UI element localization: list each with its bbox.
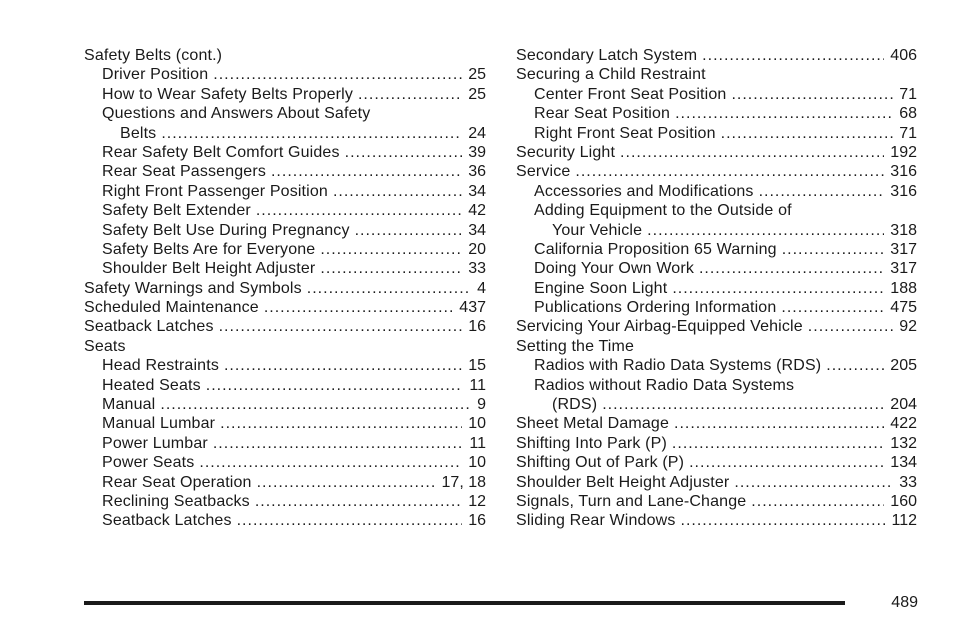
entry-label: Service bbox=[516, 163, 571, 181]
index-entry bbox=[516, 395, 917, 414]
index-column-left bbox=[84, 46, 486, 531]
entry-label: Servicing Your Airbag-Equipped Vehicle bbox=[516, 318, 803, 336]
index-entry bbox=[516, 298, 917, 317]
index-entry bbox=[516, 221, 917, 240]
entry-label: Manual bbox=[102, 396, 156, 414]
index-entry bbox=[84, 182, 486, 201]
entry-page-number: 36 bbox=[468, 163, 486, 181]
entry-page-number: 10 bbox=[468, 454, 486, 472]
entry-page-number: 12 bbox=[468, 492, 486, 510]
index-entry bbox=[516, 182, 917, 201]
entry-label: Questions and Answers About Safety bbox=[102, 105, 371, 123]
entry-page-number: 134 bbox=[890, 454, 917, 472]
leader-dots bbox=[333, 182, 462, 201]
leader-dots bbox=[237, 511, 463, 530]
index-entry bbox=[84, 473, 486, 492]
entry-label: Adding Equipment to the Outside of bbox=[534, 202, 792, 220]
entry-label: Rear Safety Belt Comfort Guides bbox=[102, 143, 340, 161]
leader-dots bbox=[782, 240, 885, 259]
leader-dots bbox=[702, 46, 884, 65]
index-entry bbox=[516, 414, 917, 433]
leader-dots bbox=[826, 356, 884, 375]
index-entry bbox=[516, 453, 917, 472]
entry-label: Power Seats bbox=[102, 454, 195, 472]
leader-dots bbox=[199, 453, 462, 472]
entry-label: Safety Warnings and Symbols bbox=[84, 279, 302, 297]
entry-label: Doing Your Own Work bbox=[534, 260, 694, 278]
entry-page-number: 33 bbox=[468, 260, 486, 278]
leader-dots bbox=[320, 259, 462, 278]
entry-label: Belts bbox=[120, 124, 157, 142]
entry-label: Safety Belt Extender bbox=[102, 202, 251, 220]
entry-label: Safety Belt Use During Pregnancy bbox=[102, 221, 350, 239]
index-entry bbox=[516, 240, 917, 259]
index-entry bbox=[516, 201, 917, 220]
leader-dots bbox=[345, 143, 463, 162]
entry-page-number: 422 bbox=[890, 415, 917, 433]
entry-page-number: 92 bbox=[899, 318, 917, 336]
entry-label: Security Light bbox=[516, 143, 616, 161]
index-entry bbox=[516, 162, 917, 181]
entry-page-number: 11 bbox=[469, 434, 486, 452]
entry-label: Safety Belts Are for Everyone bbox=[102, 240, 316, 258]
entry-page-number: 205 bbox=[890, 357, 917, 375]
leader-dots bbox=[602, 395, 884, 414]
entry-page-number: 188 bbox=[890, 279, 917, 297]
entry-page-number: 10 bbox=[468, 415, 486, 433]
entry-page-number: 42 bbox=[468, 202, 486, 220]
entry-label: Shifting Out of Park (P) bbox=[516, 454, 685, 472]
entry-label: Publications Ordering Information bbox=[534, 299, 777, 317]
entry-label: Right Front Passenger Position bbox=[102, 182, 328, 200]
entry-label: Sliding Rear Windows bbox=[516, 512, 676, 530]
index-entry bbox=[84, 395, 486, 414]
leader-dots bbox=[307, 279, 471, 298]
index-column-right bbox=[516, 46, 917, 531]
entry-page-number: 437 bbox=[459, 299, 486, 317]
leader-dots bbox=[808, 317, 893, 336]
entry-page-number: 33 bbox=[899, 473, 917, 491]
entry-label: Manual Lumbar bbox=[102, 415, 216, 433]
entry-label: Shifting Into Park (P) bbox=[516, 434, 667, 452]
entry-label: Rear Seat Position bbox=[534, 105, 671, 123]
leader-dots bbox=[620, 143, 884, 162]
entry-page-number: 317 bbox=[890, 260, 917, 278]
index-entry bbox=[516, 376, 917, 395]
entry-label: Sheet Metal Damage bbox=[516, 415, 670, 433]
entry-label: Rear Seat Operation bbox=[102, 473, 252, 491]
leader-dots bbox=[689, 453, 884, 472]
leader-dots bbox=[734, 473, 893, 492]
index-entry bbox=[516, 317, 917, 336]
entry-label: Scheduled Maintenance bbox=[84, 299, 259, 317]
index-entry bbox=[84, 298, 486, 317]
index-entry bbox=[84, 162, 486, 181]
entry-page-number: 34 bbox=[468, 182, 486, 200]
leader-dots bbox=[219, 317, 463, 336]
index-entry bbox=[84, 376, 486, 395]
leader-dots bbox=[220, 414, 462, 433]
index-entry bbox=[84, 356, 486, 375]
leader-dots bbox=[751, 492, 884, 511]
leader-dots bbox=[675, 104, 893, 123]
index-entry bbox=[84, 259, 486, 278]
leader-dots bbox=[320, 240, 462, 259]
page-number: 489 bbox=[891, 594, 918, 611]
index-entry bbox=[516, 104, 917, 123]
entry-label: Shoulder Belt Height Adjuster bbox=[516, 473, 730, 491]
leader-dots bbox=[681, 511, 886, 530]
entry-page-number: 475 bbox=[890, 299, 917, 317]
entry-label: Center Front Seat Position bbox=[534, 85, 727, 103]
entry-label: Seatback Latches bbox=[102, 512, 232, 530]
entry-page-number: 204 bbox=[890, 396, 917, 414]
entry-page-number: 17, 18 bbox=[441, 473, 486, 491]
entry-page-number: 25 bbox=[468, 66, 486, 84]
entry-label: Heated Seats bbox=[102, 376, 201, 394]
entry-label: Driver Position bbox=[102, 66, 209, 84]
leader-dots bbox=[161, 124, 462, 143]
index-entry bbox=[84, 337, 486, 356]
leader-dots bbox=[672, 434, 884, 453]
leader-dots bbox=[575, 162, 884, 181]
index-entry bbox=[84, 201, 486, 220]
entry-label: Right Front Seat Position bbox=[534, 124, 716, 142]
entry-page-number: 316 bbox=[890, 163, 917, 181]
entry-page-number: 317 bbox=[890, 240, 917, 258]
leader-dots bbox=[355, 221, 463, 240]
leader-dots bbox=[271, 162, 462, 181]
entry-label: Shoulder Belt Height Adjuster bbox=[102, 260, 316, 278]
entry-label: Secondary Latch System bbox=[516, 47, 698, 64]
entry-page-number: 4 bbox=[477, 279, 486, 297]
entry-label: Engine Soon Light bbox=[534, 279, 668, 297]
index-entry bbox=[516, 46, 917, 65]
entry-label: How to Wear Safety Belts Properly bbox=[102, 85, 353, 103]
index-entry bbox=[516, 492, 917, 511]
leader-dots bbox=[672, 279, 884, 298]
index-entry bbox=[516, 356, 917, 375]
index-entry bbox=[84, 511, 486, 530]
entry-page-number: 9 bbox=[477, 396, 486, 414]
leader-dots bbox=[647, 221, 884, 240]
entry-label: Safety Belts (cont.) bbox=[84, 47, 223, 64]
leader-dots bbox=[224, 356, 462, 375]
index-entry bbox=[516, 124, 917, 143]
index-entry bbox=[84, 221, 486, 240]
leader-dots bbox=[213, 434, 464, 453]
entry-label: Radios with Radio Data Systems (RDS) bbox=[534, 357, 822, 375]
entry-page-number: 318 bbox=[890, 221, 917, 239]
entry-page-number: 132 bbox=[890, 434, 917, 452]
footer-rule bbox=[84, 601, 845, 605]
leader-dots bbox=[358, 85, 462, 104]
entry-page-number: 24 bbox=[468, 124, 486, 142]
entry-page-number: 406 bbox=[890, 47, 917, 64]
entry-page-number: 316 bbox=[890, 182, 917, 200]
leader-dots bbox=[206, 376, 464, 395]
index-entry bbox=[516, 511, 917, 530]
entry-label: Your Vehicle bbox=[552, 221, 643, 239]
entry-page-number: 34 bbox=[468, 221, 486, 239]
leader-dots bbox=[256, 201, 462, 220]
leader-dots bbox=[721, 124, 894, 143]
leader-dots bbox=[781, 298, 884, 317]
entry-label: California Proposition 65 Warning bbox=[534, 240, 777, 258]
entry-label: Signals, Turn and Lane-Change bbox=[516, 492, 747, 510]
leader-dots bbox=[264, 298, 453, 317]
index-entry bbox=[84, 46, 486, 65]
entry-label: Power Lumbar bbox=[102, 434, 208, 452]
entry-page-number: 71 bbox=[899, 124, 917, 142]
entry-label: Accessories and Modifications bbox=[534, 182, 754, 200]
index-entry bbox=[84, 85, 486, 104]
index-entry bbox=[84, 104, 486, 123]
entry-page-number: 16 bbox=[468, 318, 486, 336]
index-entry bbox=[84, 453, 486, 472]
index-entry bbox=[84, 434, 486, 453]
leader-dots bbox=[674, 414, 884, 433]
leader-dots bbox=[731, 85, 893, 104]
index-entry bbox=[84, 65, 486, 84]
index-entry bbox=[516, 473, 917, 492]
entry-label: Setting the Time bbox=[516, 337, 635, 355]
index-entry bbox=[516, 85, 917, 104]
index-entry bbox=[84, 317, 486, 336]
entry-page-number: 15 bbox=[468, 357, 486, 375]
entry-page-number: 11 bbox=[469, 376, 486, 394]
index-entry bbox=[84, 143, 486, 162]
entry-page-number: 160 bbox=[890, 492, 917, 510]
entry-label: Securing a Child Restraint bbox=[516, 66, 706, 84]
entry-label: Seatback Latches bbox=[84, 318, 214, 336]
entry-label: Head Restraints bbox=[102, 357, 219, 375]
index-entry bbox=[516, 279, 917, 298]
index-entry bbox=[84, 279, 486, 298]
entry-label: Reclining Seatbacks bbox=[102, 492, 250, 510]
entry-page-number: 68 bbox=[899, 105, 917, 123]
entry-page-number: 112 bbox=[891, 512, 917, 530]
entry-page-number: 192 bbox=[890, 143, 917, 161]
leader-dots bbox=[255, 492, 462, 511]
index-entry bbox=[84, 414, 486, 433]
index-entry bbox=[84, 240, 486, 259]
index-entry bbox=[516, 337, 917, 356]
leader-dots bbox=[759, 182, 885, 201]
leader-dots bbox=[257, 473, 436, 492]
leader-dots bbox=[699, 259, 884, 278]
index-entry bbox=[84, 492, 486, 511]
entry-page-number: 25 bbox=[468, 85, 486, 103]
entry-page-number: 16 bbox=[468, 512, 486, 530]
entry-label: Seats bbox=[84, 337, 126, 355]
index-entry bbox=[516, 143, 917, 162]
entry-label: Rear Seat Passengers bbox=[102, 163, 266, 181]
leader-dots bbox=[213, 65, 462, 84]
index-entry bbox=[516, 434, 917, 453]
entry-page-number: 71 bbox=[899, 85, 917, 103]
entry-label: Radios without Radio Data Systems bbox=[534, 376, 795, 394]
index-entry bbox=[84, 124, 486, 143]
entry-page-number: 20 bbox=[468, 240, 486, 258]
index-entry bbox=[516, 259, 917, 278]
leader-dots bbox=[160, 395, 471, 414]
index-entry bbox=[516, 65, 917, 84]
entry-page-number: 39 bbox=[468, 143, 486, 161]
entry-label: (RDS) bbox=[552, 396, 598, 414]
